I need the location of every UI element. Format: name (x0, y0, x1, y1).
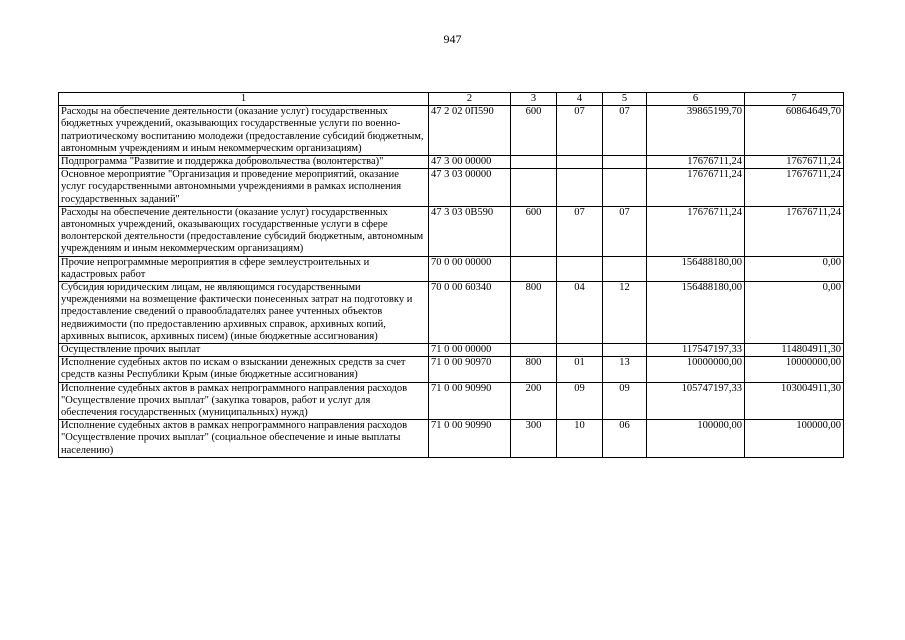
header-row (59, 93, 844, 106)
row-pr: 06 (603, 420, 647, 458)
row-vr (511, 169, 557, 207)
row-sum-2: 17676711,24 (745, 156, 844, 169)
row-code: 71 0 00 90990 (429, 420, 511, 458)
row-sum-1: 39865199,70 (647, 106, 745, 156)
row-pr (603, 156, 647, 169)
row-code: 47 3 03 0В590 (429, 206, 511, 256)
row-rz: 07 (557, 106, 603, 156)
row-pr: 07 (603, 106, 647, 156)
table-row (59, 106, 844, 156)
row-rz: 07 (557, 206, 603, 256)
table-row (59, 169, 844, 207)
row-rz (557, 169, 603, 207)
row-vr: 300 (511, 420, 557, 458)
row-sum-2: 0,00 (745, 282, 844, 344)
header-cell: 6 (647, 93, 745, 106)
row-description: Подпрограмма "Развитие и поддержка добровольчества (волонтерства)" (59, 156, 429, 169)
header-cell: 4 (557, 93, 603, 106)
table-row (59, 382, 844, 420)
row-sum-1: 10000000,00 (647, 357, 745, 382)
row-pr: 07 (603, 206, 647, 256)
row-sum-2: 103004911,30 (745, 382, 844, 420)
row-code: 70 0 00 00000 (429, 256, 511, 281)
row-description: Исполнение судебных актов в рамках непрограммного направления расходов "Осуществление прочих выплат" (закупка товаров, работ и услуг для обеспечения государственных (муниципальных) нужд) (59, 382, 429, 420)
page-number: 947 (443, 32, 462, 46)
row-pr: 13 (603, 357, 647, 382)
header-cell: 7 (745, 93, 844, 106)
row-code: 47 3 03 00000 (429, 169, 511, 207)
header-cell: 2 (429, 93, 511, 106)
row-code: 71 0 00 00000 (429, 344, 511, 357)
row-rz: 04 (557, 282, 603, 344)
table-row (59, 344, 844, 357)
row-sum-2: 0,00 (745, 256, 844, 281)
row-vr (511, 344, 557, 357)
row-description: Прочие непрограммные мероприятия в сфере землеустроительных и кадастровых работ (59, 256, 429, 281)
row-code: 47 3 00 00000 (429, 156, 511, 169)
header-cell: 1 (59, 93, 429, 106)
row-rz: 09 (557, 382, 603, 420)
row-sum-2: 10000000,00 (745, 357, 844, 382)
row-sum-2: 17676711,24 (745, 169, 844, 207)
row-vr: 600 (511, 206, 557, 256)
table-row (59, 256, 844, 281)
row-description: Осуществление прочих выплат (59, 344, 429, 357)
row-vr (511, 256, 557, 281)
row-description: Исполнение судебных актов в рамках непрограммного направления расходов "Осуществление прочих выплат" (социальное обеспечение и иные выплаты населению) (59, 420, 429, 458)
row-sum-1: 105747197,33 (647, 382, 745, 420)
row-sum-1: 156488180,00 (647, 282, 745, 344)
row-pr (603, 169, 647, 207)
table-row (59, 420, 844, 458)
row-rz (557, 256, 603, 281)
row-vr (511, 156, 557, 169)
row-rz (557, 156, 603, 169)
row-description: Расходы на обеспечение деятельности (оказание услуг) государственных бюджетных учреждений, оказывающих государственные услуги по военно-патриотическому воспитанию молодежи (предоставление субсидий бюджетным, автономным учреждениям и иным некоммерческим организациям) (59, 106, 429, 156)
row-vr: 600 (511, 106, 557, 156)
row-code: 70 0 00 60340 (429, 282, 511, 344)
row-sum-1: 100000,00 (647, 420, 745, 458)
budget-table (58, 92, 844, 458)
header-cell: 3 (511, 93, 557, 106)
row-vr: 800 (511, 357, 557, 382)
row-sum-1: 17676711,24 (647, 206, 745, 256)
table-row (59, 282, 844, 344)
header-cell: 5 (603, 93, 647, 106)
row-sum-1: 117547197,33 (647, 344, 745, 357)
row-description: Расходы на обеспечение деятельности (оказание услуг) государственных автономных учреждений, оказывающих государственные услуги в сфере волонтерской деятельности (предоставление субсидий бюджетным, автономным учреждениям и иным некоммерческим организациям) (59, 206, 429, 256)
row-vr: 200 (511, 382, 557, 420)
row-sum-1: 17676711,24 (647, 169, 745, 207)
row-rz (557, 344, 603, 357)
row-sum-2: 60864649,70 (745, 106, 844, 156)
row-vr: 800 (511, 282, 557, 344)
row-sum-2: 100000,00 (745, 420, 844, 458)
row-description: Субсидия юридическим лицам, не являющимся государственными учреждениями на возмещение фактически понесенных затрат на подготовку и предоставление сведений о правообладателях ранее учтенных объектов недвижимости (по предоставлению архивных справок, архивных копий, архивных выписок, архивных писем) (иные бюджетные ассигнования) (59, 282, 429, 344)
row-description: Исполнение судебных актов по искам о взыскании денежных средств за счет средств казны Республики Крым (иные бюджетные ассигнования) (59, 357, 429, 382)
row-sum-1: 156488180,00 (647, 256, 745, 281)
row-pr: 09 (603, 382, 647, 420)
row-sum-2: 17676711,24 (745, 206, 844, 256)
row-rz: 10 (557, 420, 603, 458)
row-pr (603, 256, 647, 281)
table-row (59, 206, 844, 256)
row-code: 47 2 02 0П590 (429, 106, 511, 156)
row-rz: 01 (557, 357, 603, 382)
table-row (59, 357, 844, 382)
row-description: Основное мероприятие "Организация и проведение мероприятий, оказание услуг государственными автономными учреждениями в рамках исполнения государственных заданий" (59, 169, 429, 207)
row-pr (603, 344, 647, 357)
table-row (59, 156, 844, 169)
row-code: 71 0 00 90970 (429, 357, 511, 382)
row-code: 71 0 00 90990 (429, 382, 511, 420)
row-sum-1: 17676711,24 (647, 156, 745, 169)
row-pr: 12 (603, 282, 647, 344)
row-sum-2: 114804911,30 (745, 344, 844, 357)
